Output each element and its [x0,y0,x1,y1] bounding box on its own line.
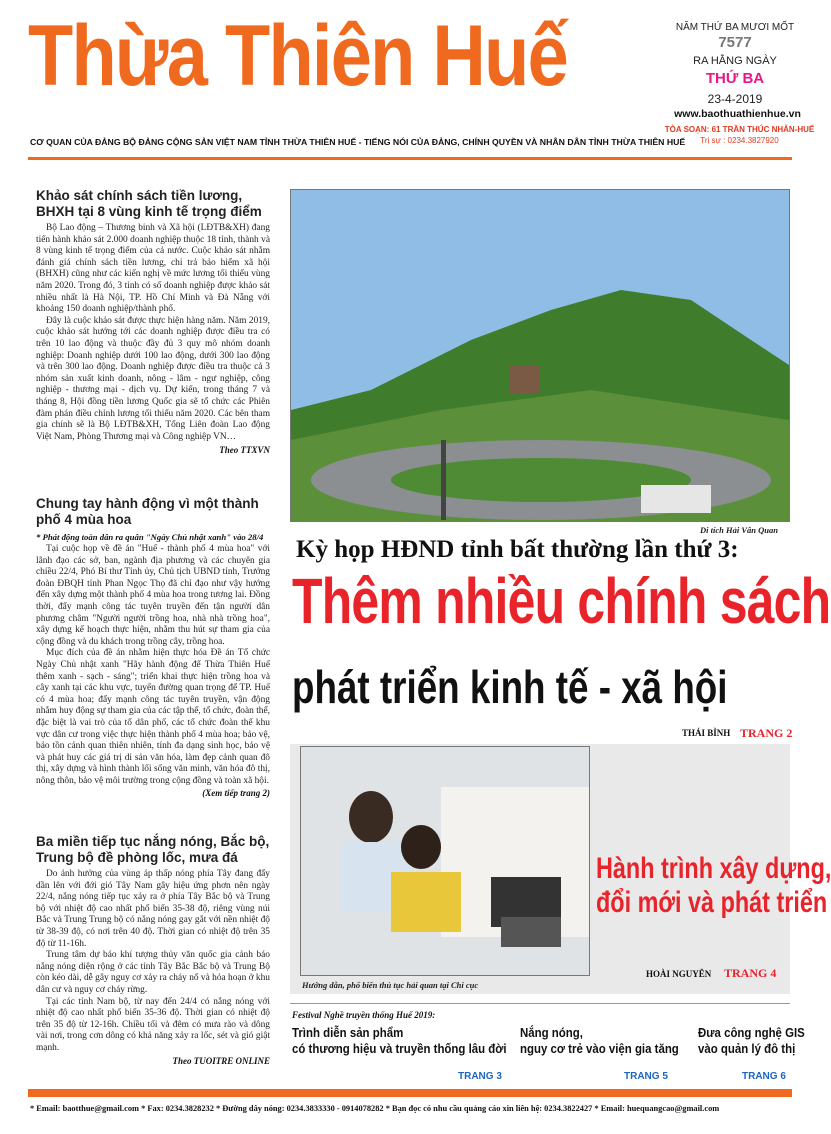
feature-title-line1: Hành trình xây dựng, [596,852,831,885]
teaser-line2: nguy cơ trẻ vào viện gia tăng [520,1041,679,1056]
website-link[interactable]: www.baothuathienhue.vn [674,108,801,120]
lead-photo-caption: Di tích Hải Vân Quan [700,525,778,535]
paragraph: Trung tâm dự báo khí tượng thủy văn quốc gia cảnh báo nắng nóng diện rộng ở các tỉnh Tây Bắc Bắc bộ và Trung Bộ còn kéo dài, dễ gây nguy cơ xảy ra cháy nổ và hỏa hoạn ở khu dân cư và nguy cơ cháy rừng. [36,950,270,995]
masthead-rule [28,157,792,160]
paragraph: Bộ Lao động – Thương binh và Xã hội (LĐTB&XH) đang tiến hành khảo sát 2.000 doanh nghiệp thuộc 18 tỉnh, thành và 8 vùng kinh tế trọng điểm của cả nước. Cuộc khảo sát nhằm đánh giá chính sách tiền lương, chi trả bảo hiểm xã hội (BHXH) cũng như các kiến nghị về mức lương tối thiểu vùng năm 2020. Trong đó, 3 tỉnh có số doanh nghiệp được khảo sát nhiều nhất là Hà Nội, TP. Hồ Chí Minh và Đà Nẵng với khoảng 150 doanh nghiệp/thành phố. [36,223,270,315]
teaser-divider [290,1003,790,1004]
office-address: TÒA SOẠN: 61 TRẦN THÚC NHẪN-HUẾ [664,125,815,134]
lead-title-line2[interactable]: phát triển kinh tế - xã hội [292,661,728,713]
feature-photo-caption: Hướng dẫn, phổ biến thủ tục hải quan tại Chi cục [302,980,479,990]
feature-author: HOÀI NGUYÊN [646,969,712,979]
footer-contacts: * Email: baotthue@gmail.com * Fax: 0234.3828232 * Đường dây nóng: 0234.3833330 - 0914078282 * Bạn đọc có nhu cầu quảng cáo xin liên hệ: 0234.3822427 * Email: huequangcao@gmail.com [30,1104,720,1113]
article-headline[interactable]: Ba miền tiếp tục nắng nóng, Bắc bộ, Trung bộ đề phòng lốc, mưa đá [36,834,270,865]
feature-box[interactable] [290,744,831,994]
paragraph: Đây là cuộc khảo sát được thực hiện hàng năm. Năm 2019, cuộc khảo sát hướng tới các doanh nghiệp được điều tra có trên 10 lao động và thuộc đầy đủ 3 quy mô nhóm doanh nghiệp: Doanh nghiệp dưới 100 lao động, dưới 300 lao động và trên 300 lao động. Doanh nghiệp được điều tra thuộc cả 3 nhóm sản xuất kinh doanh, nông - lâm - ngư nghiệp, công nghiệp - thương mại - dịch vụ. Dự kiến, trong tháng 7 và tháng 8, Hội đồng tiền lương Quốc gia sẽ tổ chức các Phiên đàm phán điều chỉnh lương tối thiểu năm 2020. Các bên tham gia chính sẽ là Bộ LĐTB&XH, Tổng Liên đoàn Lao động Việt Nam, Phòng Thương mại và Công nghiệp VN… [36,315,270,442]
issue-number: 7577 [718,34,752,51]
weekday: THỨ BA [705,70,765,87]
paragraph: Tại cuộc họp về đề án "Huế - thành phố 4 mùa hoa" với lãnh đạo các sở, ban, ngành địa phương và các chuyên gia chiều 22/4, Phó Bí thư Tỉnh ủy, Chủ tịch UBND tỉnh, Trưởng đoàn ĐBQH tỉnh Phan Ngọc Thọ đã chỉ đạo như vậy hướng đến xây dựng một thành phố 4 mùa hoa trong tương lai. Đồng thời, đẩy mạnh công tác tuyên truyền đến tận người dân phương châm "Người người trồng hoa, nhà nhà trồng hoa", xây dựng kế hoạch thực hiện, nhằm thu hút sự tham gia của cộng đồng và du khách trong trồng cây, trồng hoa. [36,544,270,647]
teaser-craft-festival[interactable] [292,1025,507,1077]
article-subhead: * Phát động toàn dân ra quân "Ngày Chủ nhật xanh" vào 28/4 [36,532,264,542]
teaser-page-link[interactable]: TRANG 3 [458,1071,502,1082]
article-headline[interactable]: Khảo sát chính sách tiền lương, BHXH tại 8 vùng kinh tế trọng điểm [36,188,262,219]
teaser-line2: có thương hiệu và truyền thống lâu đời [292,1041,507,1056]
teaser-page-link[interactable]: TRANG 5 [624,1071,668,1082]
feature-title-line2: đổi mới và phát triển [596,886,828,919]
agency-line: CƠ QUAN CỦA ĐẢNG BỘ ĐẢNG CỘNG SẢN VIỆT NAM TỈNH THỪA THIÊN HUẾ - TIẾNG NÓI CỦA ĐẢNG, CHÍNH QUYỀN VÀ NHÂN DÂN TỈNH THỪA THIÊN HUẾ [30,137,686,147]
teaser-line1: Đưa công nghệ GIS [698,1025,805,1040]
article-body [36,869,270,1055]
feature-page-link[interactable]: TRANG 4 [724,966,777,980]
article-credit: Theo TTXVN [219,445,270,456]
lead-title-line1[interactable]: Thêm nhiều chính sách [292,565,831,637]
customs-office-image [301,747,589,975]
teaser-line1: Nắng nóng, [520,1025,583,1040]
article-credit: Theo TUOITRE ONLINE [172,1055,270,1066]
teaser-kicker: Festival Nghề truyền thống Huế 2019: [292,1010,436,1020]
teaser-gis[interactable] [698,1025,805,1077]
lead-page-link[interactable]: TRANG 2 [740,726,793,740]
teaser-heat-children[interactable] [520,1025,685,1077]
article-body [36,544,270,787]
article-headline[interactable]: Chung tay hành động vì một thành phố 4 mùa hoa [36,496,259,527]
article-body [36,223,270,443]
teaser-page-link[interactable]: TRANG 6 [742,1071,786,1082]
masthead-title: Thừa Thiên Huế [28,8,568,104]
lead-photo [290,189,790,522]
article-four-season-city[interactable] [36,496,270,798]
paragraph: Tại các tỉnh Nam bộ, từ nay đến 24/4 có nắng nóng với nhiệt độ cao nhất phổ biến 35-36 độ. Thời gian có nhiệt độ trên 35 độ từ 12-16h. Chiều tối và đêm có mưa rào và dông vài nơi, trong cơn dông có khả năng xảy ra lốc, sét và gió giật mạnh. [36,996,270,1053]
office-phone: Trị sự : 0234.3827920 [700,136,779,145]
continued-link[interactable]: (Xem tiếp trang 2) [202,788,270,799]
year-line: NĂM THỨ BA MƯƠI MỐT [675,22,795,33]
feature-photo [300,746,590,976]
published-line: RA HẰNG NGÀY [693,55,777,67]
lead-kicker: Kỳ họp HĐND tỉnh bất thường lần thứ 3: [296,536,739,563]
article-heatwave[interactable] [36,834,270,1066]
teaser-line2: vào quản lý đô thị [698,1041,796,1056]
article-salary-survey[interactable] [36,188,270,455]
lead-author: THÁI BÌNH [682,728,731,738]
footer-rule [28,1089,792,1097]
teaser-line1: Trình diễn sản phẩm [292,1025,404,1040]
paragraph: Mục đích của đề án nhằm hiện thực hóa Đề án Tổ chức Ngày Chủ nhật xanh "Hãy hành động để Thừa Thiên Huế thêm xanh - sạch - sáng"; triển khai thực hiện trồng hoa và cây xanh tại các khu vực, tuyến đường quan trọng để TP. Huế có 4 mùa hoa; đẩy mạnh công tác tuyên truyền, vận động nhằm huy động sự tham gia của các tập thể, tổ chức, đoàn thể, đặc biệt là vai trò của tổ dân phố, các tổ chức đoàn thể khu vực dân cư trong việc thực hiện thành phố 4 mùa hoa; bảo vệ, bảo tồn cảnh quan thiên nhiên, tính đa dạng sinh học, bảo vệ và phát huy các giá trị di sản văn hóa, làm đẹp cảnh quan đô thị, xây dựng và hình thành lối sống văn minh, văn hóa đô thị, nông thôn, bảo vệ môi trường trong cộng đồng và toàn xã hội. [36,648,270,786]
mountain-landscape-image [291,190,789,521]
issue-date: 23-4-2019 [707,92,763,106]
feature-title[interactable] [596,852,831,952]
issue-box [660,22,810,106]
paragraph: Do ảnh hưởng của vùng áp thấp nóng phía Tây đang đẩy dần lên với đới gió Tây Nam gây hiệu ứng phơn nên ngày 22/4, nắng nóng tiếp tục xảy ra ở phía Tây Bắc bộ và Trung bộ với nhiệt độ cao nhất phổ biến 35-38 độ, riêng vùng núi Bắc và Trung Trung bộ có nắng nóng gay gắt với nền nhiệt độ từ 38-39 độ, có nơi trên 40 độ. Thời gian có nhiệt độ trên 35 độ từ 11-16h. [36,869,270,949]
